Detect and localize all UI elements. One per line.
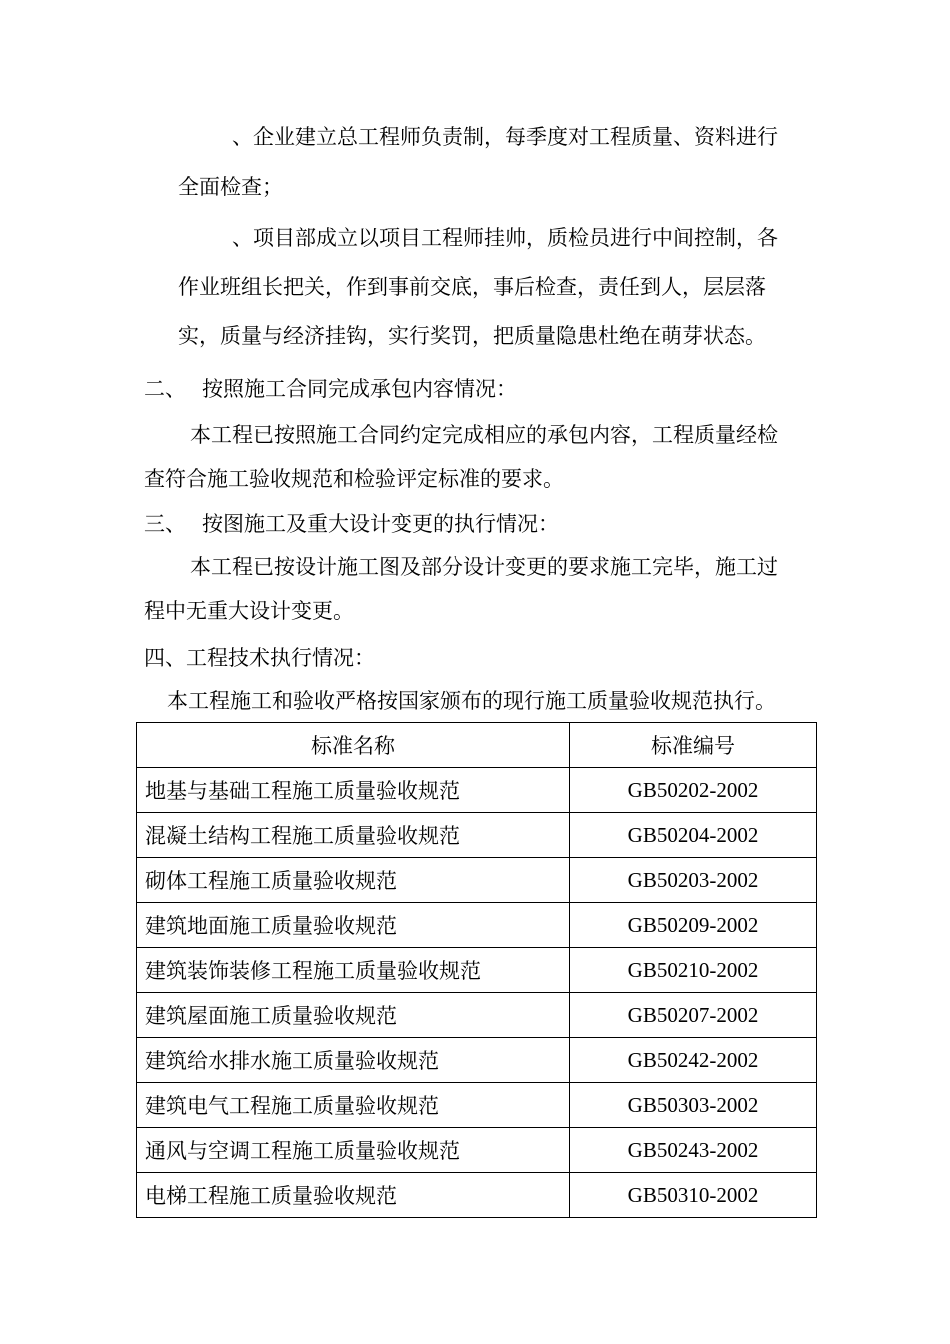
table-row (137, 1083, 817, 1128)
standard-name-cell: 混凝土结构工程施工质量验收规范 (137, 813, 570, 858)
standards-table (136, 722, 817, 1218)
section-title: 按照施工合同完成承包内容情况： (202, 377, 517, 401)
column-header-standard-name: 标准名称 (137, 723, 570, 768)
section-body-technical-line-1: 本工程施工和验收严格按国家颁布的现行施工质量验收规范执行。 (167, 689, 776, 713)
section-body-contract-line-2: 查符合施工验收规范和检验评定标准的要求。 (144, 467, 564, 491)
standard-name-cell: 建筑给水排水施工质量验收规范 (137, 1038, 570, 1083)
standard-code-cell: GB50202-2002 (570, 768, 817, 813)
table-row (137, 1038, 817, 1083)
section-number: 二、 (144, 377, 186, 401)
standard-code-cell: GB50203-2002 (570, 858, 817, 903)
standard-code-cell: GB50242-2002 (570, 1038, 817, 1083)
standard-name-cell: 通风与空调工程施工质量验收规范 (137, 1128, 570, 1173)
standard-code-cell: GB50209-2002 (570, 903, 817, 948)
table-row (137, 858, 817, 903)
paragraph-project-control-line-1: 、项目部成立以项目工程师挂帅，质检员进行中间控制，各 (232, 226, 778, 250)
standard-name-cell: 建筑装饰装修工程施工质量验收规范 (137, 948, 570, 993)
standard-name-cell: 建筑屋面施工质量验收规范 (137, 993, 570, 1038)
table-row (137, 948, 817, 993)
standard-code-cell: GB50204-2002 (570, 813, 817, 858)
standard-name-cell: 建筑地面施工质量验收规范 (137, 903, 570, 948)
paragraph-project-control-line-2: 作业班组长把关，作到事前交底，事后检查，责任到人，层层落 (178, 275, 766, 299)
table-row (137, 993, 817, 1038)
table-header-row (137, 723, 817, 768)
standard-code-cell: GB50303-2002 (570, 1083, 817, 1128)
column-header-standard-code: 标准编号 (570, 723, 817, 768)
section-heading-technical: 四、工程技术执行情况： (144, 646, 375, 670)
paragraph-quality-management-line-2: 全面检查； (178, 175, 283, 199)
standard-code-cell: GB50210-2002 (570, 948, 817, 993)
table-row (137, 1173, 817, 1218)
section-heading-design-changes (144, 510, 559, 538)
standard-name-cell: 砌体工程施工质量验收规范 (137, 858, 570, 903)
standard-code-cell: GB50243-2002 (570, 1128, 817, 1173)
table-row (137, 1128, 817, 1173)
standard-name-cell: 建筑电气工程施工质量验收规范 (137, 1083, 570, 1128)
section-body-design-changes-line-2: 程中无重大设计变更。 (144, 599, 354, 623)
paragraph-quality-management-line-1: 、企业建立总工程师负责制，每季度对工程质量、资料进行 (232, 125, 778, 149)
standard-code-cell: GB50207-2002 (570, 993, 817, 1038)
section-title: 按图施工及重大设计变更的执行情况： (202, 512, 559, 536)
section-body-contract-line-1: 本工程已按照施工合同约定完成相应的承包内容，工程质量经检 (190, 423, 778, 447)
section-number: 三、 (144, 512, 186, 536)
table-row (137, 813, 817, 858)
paragraph-project-control-line-3: 实，质量与经济挂钩，实行奖罚，把质量隐患杜绝在萌芽状态。 (178, 324, 766, 348)
section-body-design-changes-line-1: 本工程已按设计施工图及部分设计变更的要求施工完毕，施工过 (190, 555, 778, 579)
section-heading-contract (144, 375, 517, 403)
table-row (137, 903, 817, 948)
table-row (137, 768, 817, 813)
standard-name-cell: 电梯工程施工质量验收规范 (137, 1173, 570, 1218)
standard-code-cell: GB50310-2002 (570, 1173, 817, 1218)
standard-name-cell: 地基与基础工程施工质量验收规范 (137, 768, 570, 813)
